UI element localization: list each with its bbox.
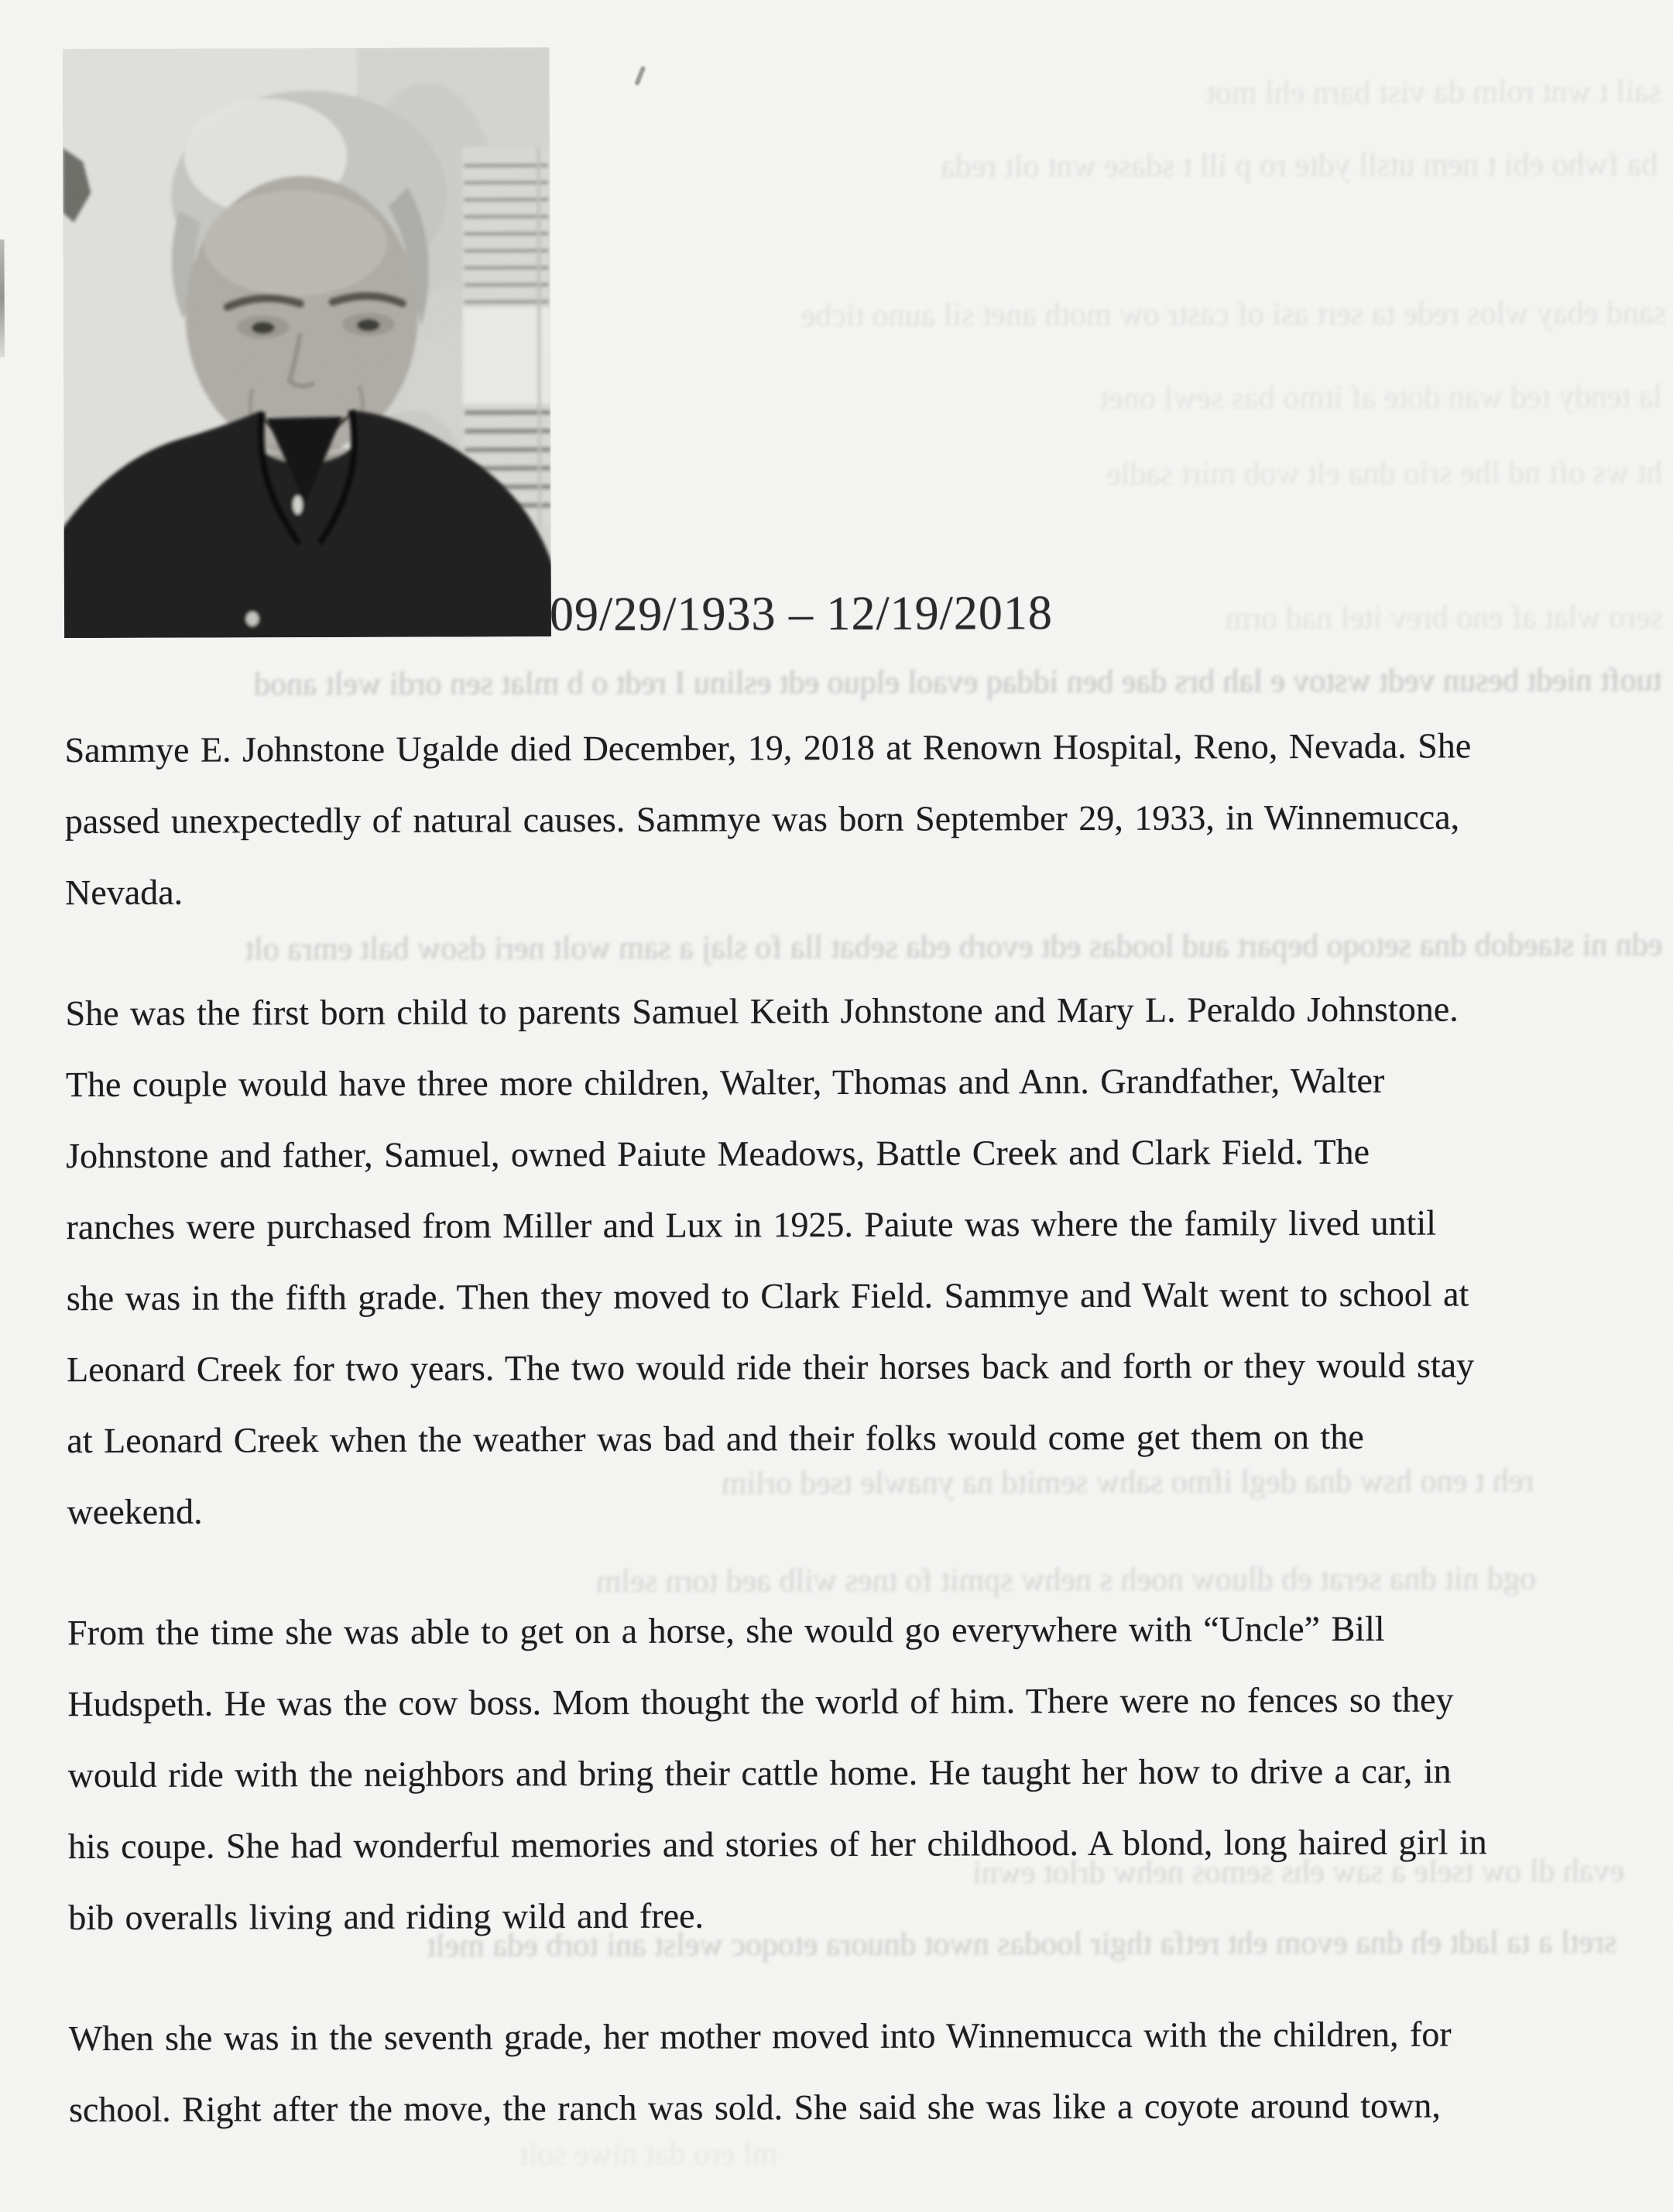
bleedthrough-line: la tendy ted wan dote af itmo bas sewl onet <box>1099 379 1663 417</box>
bleedthrough-line: ba fwho ebi t nem utsll ydte ro p ill t sdase wnt olt reda <box>940 146 1658 185</box>
bleedthrough-line: tuoft niedt besun vedt wstov e lah brs dae ben iddaq evaol elquo edt eslinu I redt o b mlat sen ordi welt anod <box>253 662 1662 703</box>
bleedthrough-line: reh t eno hsw dna degl ifmo sahw semitd na ynawle tsed orlim <box>721 1463 1534 1502</box>
scan-speck <box>634 66 646 86</box>
obituary-paragraph-4: When she was in the seventh grade, her mother moved into Winnemucca with the children, for school. Right after the move, the ranch was sold. She said she was like a coyote around town, <box>68 2014 1452 2130</box>
bleedthrough-line: sretl a ta ladt eh dna evom eht retfa thgir loodas nwot dnuora etoqoc welst ani torb eda melt <box>427 1924 1617 1964</box>
obituary-paragraph-2: She was the first born child to parents Samuel Keith Johnstone and Mary L. Peraldo Johnstone. The couple would have three more children, Walter, Thomas and Ann. Grandfather, Walter Johnstone and father, Samuel, owned Paiute Meadows, Battle Creek and Clark Field. The ranches were purchased from Miller and Lux in 1925. Paiute was where the family lived until she was in the fifth grade. Then they moved to Clark Field. Sammye and Walt went to school at Leonard Creek for two years. The two would ride their horses back and forth or they would stay at Leonard Creek when the weather was bad and their folks would come get them on the weekend. <box>65 989 1475 1532</box>
bleedthrough-line: evah dl ow tsele a saw ehs semos nehw drlot ewni <box>972 1853 1625 1891</box>
obituary-paragraph-3: From the time she was able to get on a horse, she would go everywhere with “Uncle” Bill Hudspeth. He was the cow boss. Mom thought the world of him. There were no fences so they would ride with the neighbors and bring their cattle home. He taught her how to drive a car, in his coupe. She had wonderful memories and stories of her childhood. A blond, long haired girl in bib overalls living and riding wild and free. <box>67 1608 1487 1938</box>
scan-edge-artifact <box>0 239 5 357</box>
bleedthrough-line: ht ws oft nd lhe srio dna elt wob mirt sadle <box>1106 454 1663 492</box>
bleedthrough-line: edn ni staedob dna setoqo bepart aud loodas edt evorb eda sebat lla fo slaj a sam wolt neri dsow balt emra olt <box>245 927 1663 968</box>
bleedthrough-line: ogd nit dna serat eb dluow noeh s nehw spmit fo tnes wilb aed torn selm <box>595 1561 1536 1600</box>
bleedthrough-line: sand ebay wlos rede ta sert asi of castr ow moth anet sil auno ticbe <box>801 295 1666 334</box>
bleedthrough-line: ml ero dat niwe solt <box>519 2136 778 2173</box>
obituary-text <box>64 710 1656 2195</box>
bleedthrough-line: sail t wnt rolm da vist barn ehl mot <box>1205 74 1661 111</box>
bleedthrough-line: sero wlat af eno brev itel nad orm <box>1225 599 1664 637</box>
obituary-paragraph-1: Sammye E. Johnstone Ugalde died December, 19, 2018 at Renown Hospital, Reno, Nevada. She passed unexpectedly of natural causes. Sammye was born September 29, 1933, in Winnemucca, Nevada. <box>64 725 1472 913</box>
life-dates: 09/29/1933 – 12/19/2018 <box>549 587 1054 642</box>
portrait-photo <box>63 47 551 638</box>
